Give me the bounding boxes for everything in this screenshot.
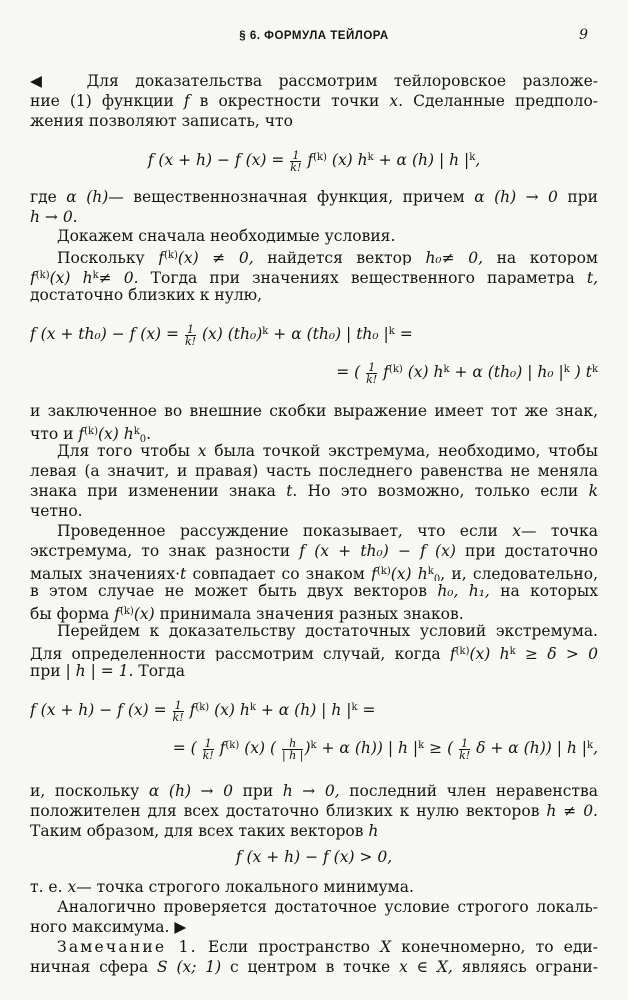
text-line: достаточно близких к нулю, [30,286,263,304]
formula-line: = ( $\frac{1}{k!}$ $f^{(k)}$ (x) ( $\frac{h}{| h |}$ )$^k$ + α (h)) | h $|^k$ ≥ ( $\frac{1}{k!}$ δ + α (h)) | h $|^k$, [172,736,598,762]
formula-taylor: f (x + h) − f (x) = $\frac{1}{k!}$ $f^{(k)}$ (x) $h^k + \alpha$ (h) | h $|^k$, [147,148,481,174]
text-line: малых значениях·t совпадает со знаком $f^{(k)}(x)$ $h^k_0$, и, следовательно, [30,565,598,581]
text-line: в этом случае не может быть двух векторов h₀, h₁, на которых [30,582,598,600]
text-line: Для определенности рассмотрим случай, когда $f^{(k)}(x) h^k \ge \delta > 0$ [30,645,598,661]
page-number: 9 [579,27,588,43]
text-line: при | h | = 1. Тогда [30,662,185,680]
text-line: знака при изменении знака t. Но это возможно, только если k [30,482,598,500]
text-line: жения позволяют записать, что [30,112,293,130]
running-header [0,27,628,50]
text-line: ◀ Для доказательства рассмотрим тейлоровское разложе- [30,72,598,90]
text-line: Поскольку $f^{(k)}(x) \ne 0$, найдется вектор h₀≠ 0, на котором [57,249,598,265]
text-line: h → 0. [30,208,78,226]
text-line: Проведенное рассуждение показывает, что если x— точка [57,522,598,540]
text-line: Докажем сначала необходимые условия. [57,227,396,245]
text-line: и, поскольку α (h) → 0 при h → 0, последний член неравенства [30,782,598,800]
text-line: и заключенное во внешние скобки выражение имеет тот же знак, [30,402,598,420]
text-line: Перейдем к доказательству достаточных условий экстремума. [57,622,598,640]
text-line: левая (а значит, и правая) часть последнего равенства не меняла [30,462,598,480]
formula-line: f (x + th₀) − f (x) = $\frac{1}{k!}$ (x) $(th_0)^k + \alpha$ (th₀) | th₀ $|^k$ = [30,322,413,348]
text-line: ние (1) функции f в окрестности точки x. Сделанные предполо- [30,92,598,110]
text-line: ничная сфера S (x; 1) с центром в точке x ∈ X, являясь ограни- [30,958,598,976]
text-line: Замечание 1. Если пространство X конечномерно, то еди- [57,938,598,956]
text-line: положителен для всех достаточно близких к нулю векторов h ≠ 0. [30,802,598,820]
text-line: экстремума, то знак разности f (x + th₀) − f (x) при достаточно [30,542,598,560]
text-line: Аналогично проверяется достаточное условие строгого локаль- [57,898,598,916]
text-line: Таким образом, для всех таких векторов h [30,822,379,840]
text-line: где α (h)— вещественнозначная функция, причем α (h) → 0 при [30,188,598,206]
text-line: Для того чтобы x была точкой экстремума, необходимо, чтобы [57,442,598,460]
remark-label: Замечание 1. [57,938,198,956]
text-line: четно. [30,502,83,520]
section-title: § 6. ФОРМУЛА ТЕЙЛОРА [239,30,389,42]
text-line: что и $f^{(k)}(x)$ $h^k_0$. [30,425,152,445]
text-line: бы форма $f^{(k)}(x)$ принимала значения разных знаков. [30,605,464,623]
formula-line: f (x + h) − f (x) = $\frac{1}{k!}$ $f^{(k)}$ (x) $h^k + \alpha$ (h) | h $|^k$ = [30,698,376,724]
text-line: т. е. x— точка строгого локального минимума. [30,878,414,896]
proof-start-icon: ◀ [30,72,54,90]
formula-line: f (x + h) − f (x) > 0, [235,848,393,866]
text-line: ного максимума. ▶ [30,918,187,936]
proof-end-icon: ▶ [174,918,187,936]
text-line: $f^{(k)}(x)$ $h^k\ne 0$. Тогда при значениях вещественного параметра t, [30,269,598,285]
formula-line: = ( $\frac{1}{k!}$ $f^{(k)}$ (x) $h^k + \alpha$ (th₀) | h₀ $|^k$ ) $t^k$ [336,360,598,386]
